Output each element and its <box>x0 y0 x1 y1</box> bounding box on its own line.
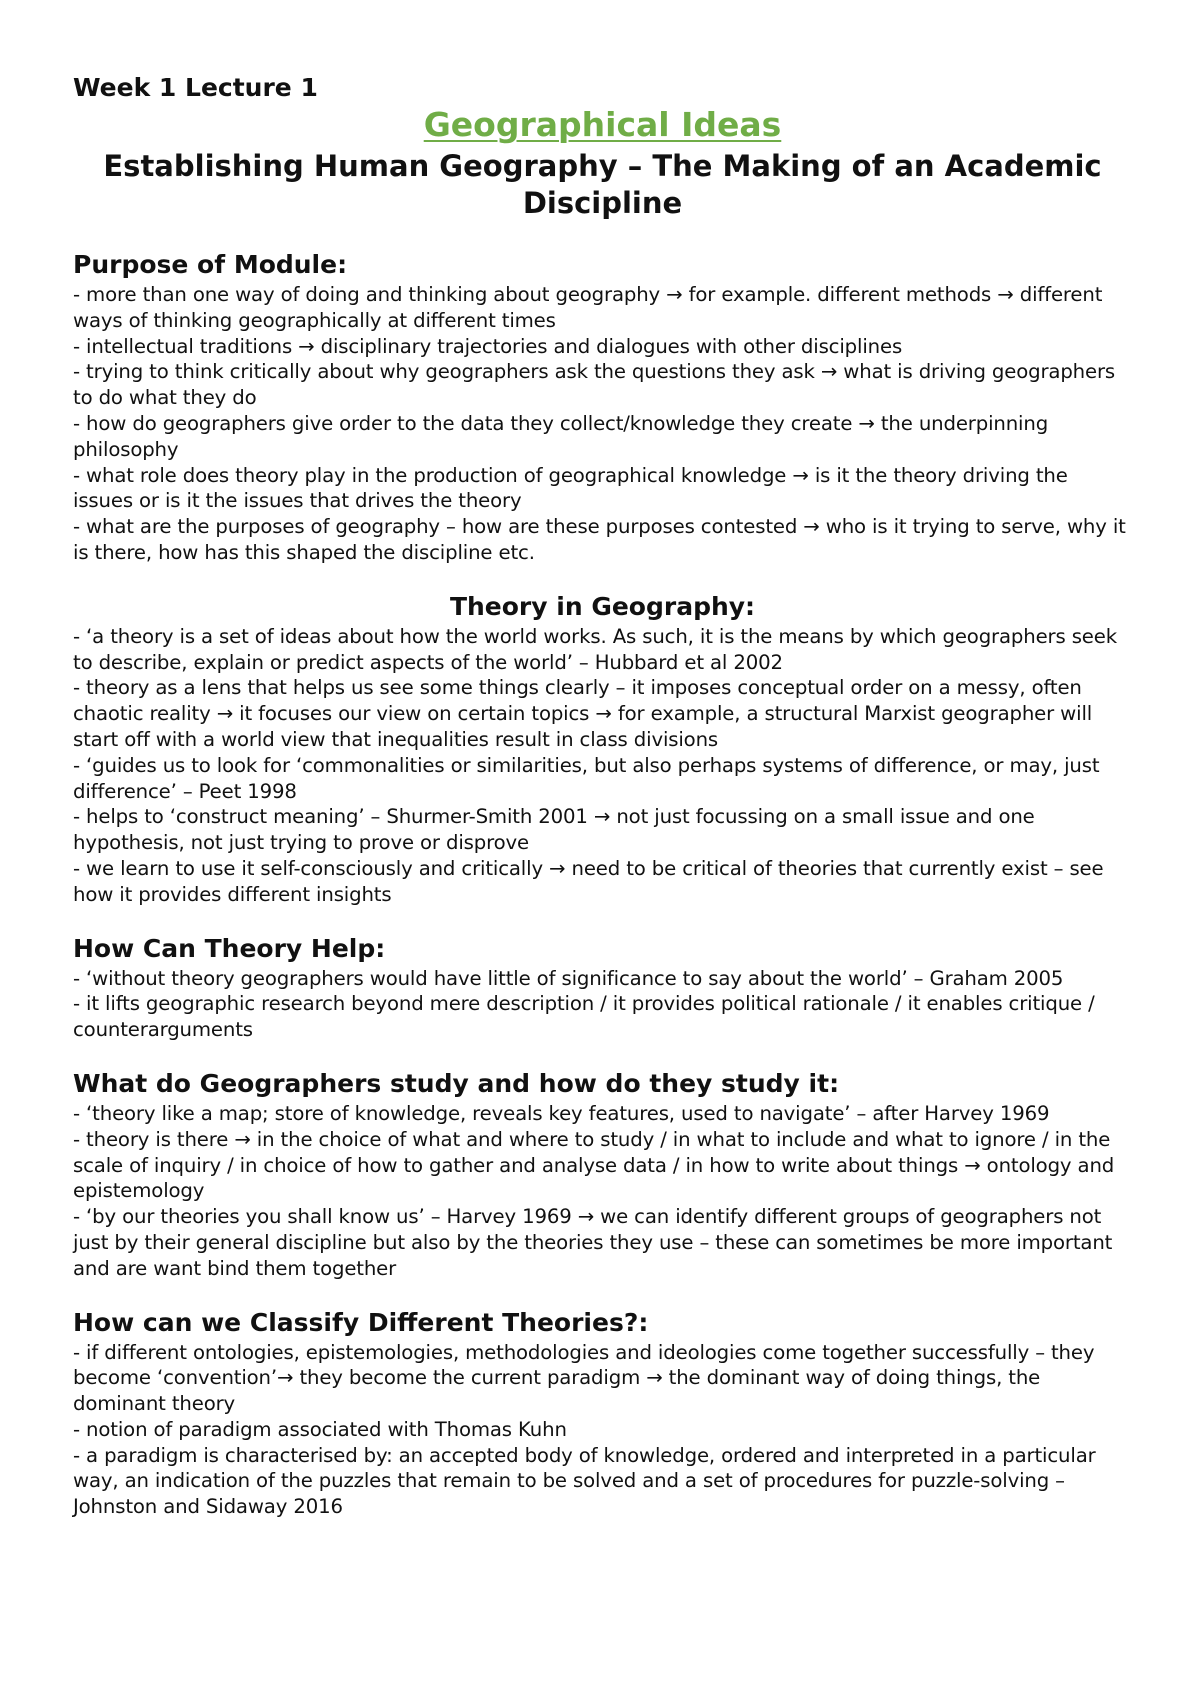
section-heading: What do Geographers study and how do they study it: <box>73 1068 840 1098</box>
section-classify-theories <box>73 1306 1132 1521</box>
bullet-item: - helps to ‘construct meaning’ – Shurmer-Smith 2001 → not just focussing on a small issue and one hypothesis, not just trying to prove or disprove <box>73 805 1035 855</box>
bullet-list <box>73 966 1132 1043</box>
bullet-item: - ‘by our theories you shall know us’ – Harvey 1969 → we can identify different groups of geographers not just by their general discipline but also by the theories they use – these can sometimes be more important and are want bind them together <box>73 1205 1113 1280</box>
bullet-item: - more than one way of doing and thinking about geography → for example. different methods → different ways of thinking geographically at different times <box>73 283 1103 332</box>
bullet-item: - what role does theory play in the production of geographical knowledge → is it the theory driving the issues or is it the issues that drives the theory <box>73 463 1068 513</box>
bullet-item: - we learn to use it self-consciously and critically → need to be critical of theories that currently exist – see how it provides different insights <box>73 856 1104 906</box>
bullet-list <box>73 624 1132 908</box>
bullet-item: - ‘without theory geographers would have little of significance to say about the world’ – Graham 2005 <box>73 966 1064 990</box>
bullet-item: - intellectual traditions → disciplinary trajectories and dialogues with other disciplines <box>73 334 903 358</box>
bullet-item: - notion of paradigm associated with Thomas Kuhn <box>73 1417 567 1441</box>
week-label: Week 1 Lecture 1 <box>73 73 318 102</box>
bullet-list <box>73 1340 1132 1521</box>
bullet-item: - theory as a lens that helps us see some things clearly – it imposes conceptual order on a messy, often chaotic reality → it focuses our view on certain topics → for example, a structural Marxist geographer will start off with a world view that inequalities result in class divisions <box>73 676 1093 751</box>
document-subtitle: Establishing Human Geography – The Making of an Academic Discipline <box>103 149 1102 220</box>
section-purpose-of-module <box>73 248 1132 566</box>
bullet-item: - ‘theory like a map; store of knowledge, reveals key features, used to navigate’ – after Harvey 1969 <box>73 1101 1050 1125</box>
bullet-item: - how do geographers give order to the data they collect/knowledge they create → the underpinning philosophy <box>73 411 1049 461</box>
bullet-item: - it lifts geographic research beyond mere description / it provides political rationale / it enables critique / counterarguments <box>73 992 1095 1042</box>
section-heading: Theory in Geography: <box>449 591 756 621</box>
bullet-list <box>73 282 1132 566</box>
section-what-do-geographers-study <box>73 1067 1132 1282</box>
bullet-item: - a paradigm is characterised by: an accepted body of knowledge, ordered and interpreted in a particular way, an indication of the puzzles that remain to be solved and a set of procedures for puzzle-solving – Johnston and Sidaway 2016 <box>73 1443 1096 1519</box>
bullet-item: - ‘guides us to look for ‘commonalities or similarities, but also perhaps systems of difference, or may, just difference’ – Peet 1998 <box>73 753 1100 803</box>
bullet-item: - ‘a theory is a set of ideas about how the world works. As such, it is the means by which geographers seek to describe, explain or predict aspects of the world’ – Hubbard et al 2002 <box>73 624 1117 674</box>
bullet-item: - what are the purposes of geography – how are these purposes contested → who is it trying to serve, why it is there, how has this shaped the discipline etc. <box>73 515 1126 564</box>
bullet-item: - theory is there → in the choice of what and where to study / in what to include and what to ignore / in the scale of inquiry / in choice of how to gather and analyse data / in how to write about things → ontology and epistemology <box>73 1127 1115 1203</box>
bullet-item: - if different ontologies, epistemologies, methodologies and ideologies come together successfully – they become ‘convention’→ they become the current paradigm → the dominant way of doing things, the dominant theory <box>73 1340 1095 1416</box>
bullet-list <box>73 1101 1132 1282</box>
document-title: Geographical Ideas <box>423 105 782 144</box>
section-theory-in-geography <box>73 590 1132 908</box>
section-heading: How Can Theory Help: <box>73 933 386 963</box>
section-heading: Purpose of Module: <box>73 250 348 279</box>
section-heading: How can we Classify Different Theories?: <box>73 1307 649 1337</box>
bullet-item: - trying to think critically about why geographers ask the questions they ask → what is driving geographers to do what they do <box>73 360 1116 410</box>
section-how-can-theory-help <box>73 932 1132 1043</box>
